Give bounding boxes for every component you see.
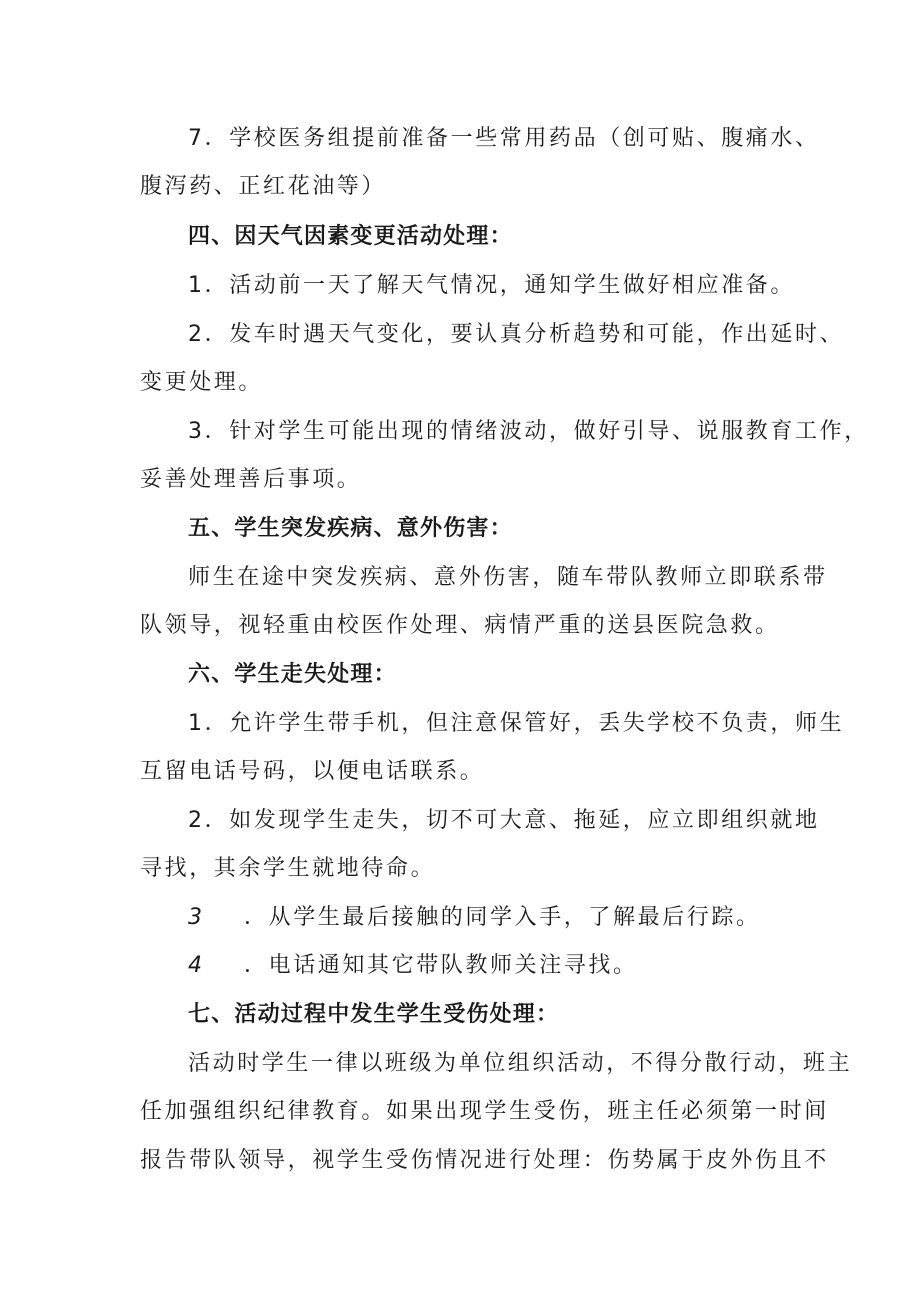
section-6-item-4-number: 4 bbox=[188, 953, 202, 978]
section-7-heading: 七、活动过程中发生学生受伤处理： bbox=[188, 1002, 560, 1027]
section-7-para-line-3: 报告带队领导，视学生受伤情况进行处理：伤势属于皮外伤且不 bbox=[140, 1148, 829, 1173]
section-5-para-line-1: 师生在途中突发疾病、意外伤害，随车带队教师立即联系带 bbox=[188, 565, 828, 590]
section-4-item-3-line-2: 妥善处理善后事项。 bbox=[140, 467, 362, 492]
item-7-line-2: 腹泻药、正红花油等） bbox=[140, 174, 387, 199]
section-5-para-line-2: 队领导，视轻重由校医作处理、病情严重的送县医院急救。 bbox=[140, 613, 780, 638]
section-6-item-3-text: ．从学生最后接触的同学入手，了解最后行踪。 bbox=[244, 905, 761, 930]
section-6-item-2-line-1: 2．如发现学生走失，切不可大意、拖延，应立即组织就地 bbox=[188, 808, 820, 833]
section-4-item-3-line-1: 3．针对学生可能出现的情绪波动，做好引导、说服教育工作， bbox=[188, 419, 869, 444]
section-7-para-line-1: 活动时学生一律以班级为单位组织活动，不得分散行动，班主 bbox=[188, 1051, 853, 1076]
section-4-item-2-line-1: 2．发车时遇天气变化，要认真分析趋势和可能，作出延时、 bbox=[188, 322, 845, 347]
section-6-item-1-line-2: 互留电话号码，以便电话联系。 bbox=[140, 759, 485, 784]
section-4-item-2-line-2: 变更处理。 bbox=[140, 370, 264, 395]
section-6-heading: 六、学生走失处理： bbox=[188, 662, 397, 687]
section-6-item-1-line-1: 1．允许学生带手机，但注意保管好，丢失学校不负责，师生 bbox=[188, 711, 845, 736]
section-4-heading: 四、因天气因素变更活动处理： bbox=[188, 224, 513, 249]
section-6-item-2-line-2: 寻找，其余学生就地待命。 bbox=[140, 856, 436, 881]
item-7-line-1: 7．学校医务组提前准备一些常用药品（创可贴、腹痛水、 bbox=[188, 126, 820, 151]
section-5-heading: 五、学生突发疾病、意外伤害： bbox=[188, 516, 513, 541]
section-7-para-line-2: 任加强组织纪律教育。如果出现学生受伤，班主任必须第一时间 bbox=[140, 1099, 829, 1124]
section-6-item-4-text: ．电话通知其它带队教师关注寻找。 bbox=[244, 953, 638, 978]
section-6-item-3-number: 3 bbox=[188, 905, 202, 930]
section-4-item-1: 1．活动前一天了解天气情况，通知学生做好相应准备。 bbox=[188, 273, 795, 298]
